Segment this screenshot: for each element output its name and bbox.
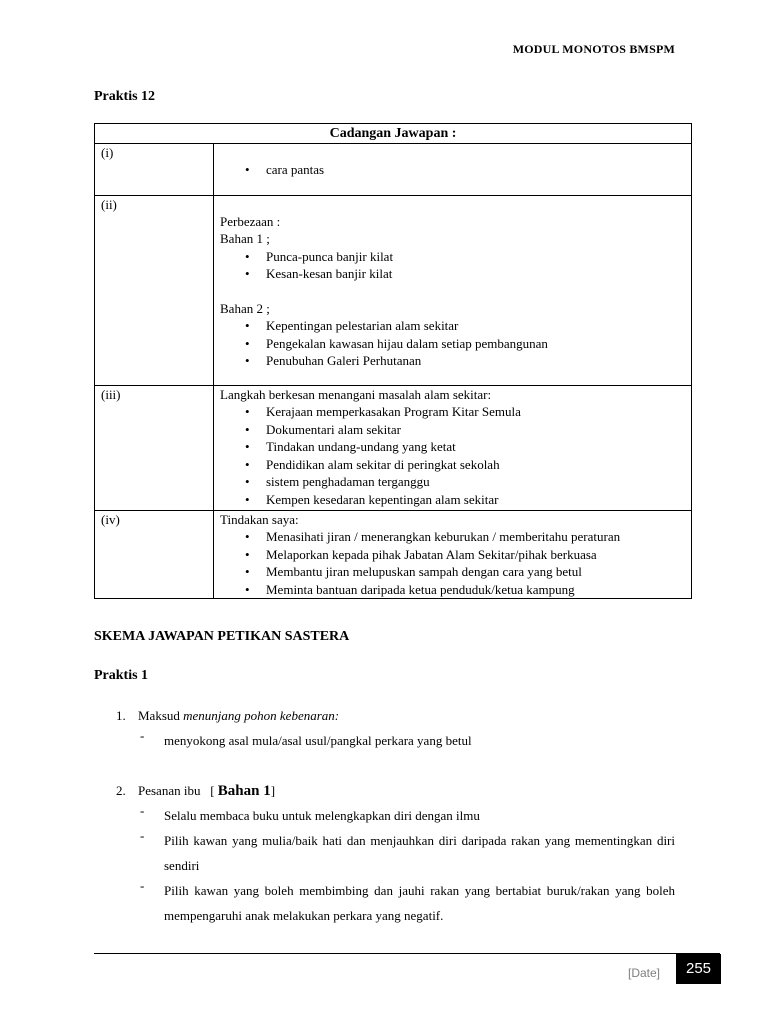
dash-bullet: -	[140, 828, 145, 843]
dash-bullet: -	[140, 728, 145, 743]
page-number: 255	[676, 954, 721, 984]
answer-line: Selalu membaca buku untuk melengkapkan diri dengan ilmu	[164, 808, 480, 823]
row-label: (iii)	[95, 385, 214, 510]
dash-bullet: -	[140, 803, 145, 818]
list-item: • Menasihati jiran / menerangkan keburukan / memberitahu peraturan	[266, 528, 685, 546]
skema-title: SKEMA JAWAPAN PETIKAN SASTERA	[94, 629, 350, 644]
answer-line: Pilih kawan yang boleh membimbing dan jauhi rakan yang bertabiat buruk/rakan yang boleh mempengaruhi anak melakukan perkara yang negatif.	[164, 883, 675, 923]
row-content	[214, 195, 692, 385]
table-row	[95, 143, 692, 195]
list-item: • Kerajaan memperkasakan Program Kitar Semula	[266, 403, 685, 421]
answer-line: menyokong asal mula/asal usul/pangkal perkara yang betul	[164, 733, 472, 748]
list-item: • Tindakan undang-undang yang ketat	[266, 438, 685, 456]
table-header-row	[95, 124, 692, 144]
dash-bullet: -	[140, 878, 145, 893]
question-italic: menunjang pohon kebenaran:	[183, 708, 340, 723]
row-content	[214, 385, 692, 510]
table-header: Cadangan Jawapan :	[95, 124, 692, 144]
list-item: • Kempen kesedaran kepentingan alam sekitar	[266, 491, 685, 509]
list-item: • Pengekalan kawasan hijau dalam setiap pembangunan	[266, 335, 685, 353]
row-intro: Langkah berkesan menangani masalah alam sekitar:	[220, 386, 492, 402]
list-item: • Melaporkan kepada pihak Jabatan Alam Sekitar/pihak berkuasa	[266, 546, 685, 564]
list-item: • Kesan-kesan banjir kilat	[266, 265, 685, 283]
row-intro: Tindakan saya:	[220, 511, 299, 527]
question-1	[116, 707, 675, 753]
list-item: • Dokumentari alam sekitar	[266, 421, 685, 439]
footer-date: [Date]	[628, 966, 661, 980]
table-row	[95, 385, 692, 510]
answer-table	[94, 123, 692, 599]
list-item: • cara pantas	[266, 161, 685, 179]
bahan1-label: Bahan 1 ;	[220, 231, 270, 246]
list-item: • Pendidikan alam sekitar di peringkat sekolah	[266, 456, 685, 474]
praktis-1-title: Praktis 1	[94, 668, 149, 683]
question-number: 1.	[116, 708, 126, 723]
question-number: 2.	[116, 783, 126, 798]
praktis-12-title: Praktis 12	[94, 89, 156, 104]
list-item: • Membantu jiran melupuskan sampah dengan cara yang betul	[266, 563, 685, 581]
row-content	[214, 143, 692, 195]
question-text: Maksud menunjang pohon kebenaran:	[138, 708, 340, 723]
answer-line: Pilih kawan yang mulia/baik hati dan menjauhkan diri daripada rakan yang mementingkan diri sendiri	[164, 833, 675, 873]
row-label: (iv)	[95, 510, 214, 599]
bahan2-label: Bahan 2 ;	[220, 300, 270, 316]
question-bold: Bahan 1	[217, 783, 271, 799]
list-item: • Kepentingan pelestarian alam sekitar	[266, 317, 685, 335]
row-label: (i)	[95, 143, 214, 195]
question-text: Pesanan ibu [ Bahan 1]	[138, 783, 276, 799]
table-row	[95, 510, 692, 599]
row-content	[214, 510, 692, 599]
running-header: MODUL MONOTOS BMSPM	[512, 42, 675, 56]
question-2	[116, 782, 675, 928]
row-label: (ii)	[95, 195, 214, 385]
list-item: • Punca-punca banjir kilat	[266, 248, 685, 266]
list-item: • Meminta bantuan daripada ketua penduduk/ketua kampung	[266, 581, 685, 599]
footer-divider	[94, 953, 720, 954]
table-row	[95, 195, 692, 385]
list-item: • Penubuhan Galeri Perhutanan	[266, 352, 685, 370]
row-intro: Perbezaan :	[220, 213, 281, 229]
list-item: • sistem penghadaman terganggu	[266, 473, 685, 491]
